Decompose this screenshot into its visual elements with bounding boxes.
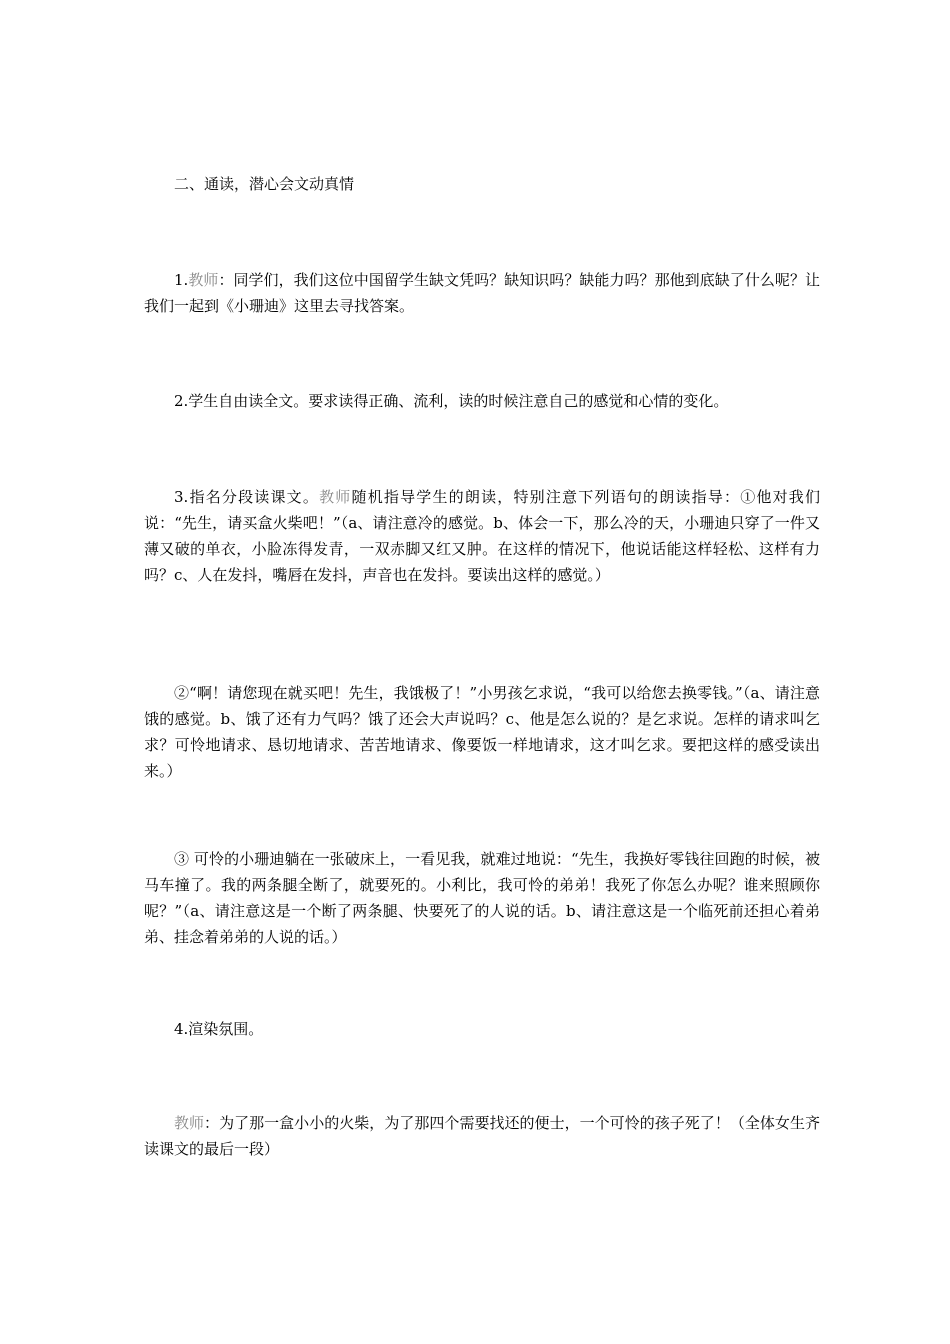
teacher-label: 教师: [188, 271, 219, 289]
paragraph-3: [144, 484, 820, 588]
paragraph-2-text: 2.学生自由读全文。要求读得正确、流利，读的时候注意自己的感觉和心情的变化。: [174, 392, 729, 410]
paragraph-7-text: ：为了那一盒小小的火柴，为了那四个需要找还的便士，一个可怜的孩子死了！（全体女生齐读课文的最后一段）: [144, 1114, 820, 1158]
paragraph-3-text: 随机指导学生的朗读，特别注意下列语句的朗读指导：①他对我们说：“先生，请买盒火柴吧！”（a、请注意冷的感觉。b、体会一下，那么冷的天，小珊迪只穿了一件又薄又破的单衣，小脸冻得发青，一双赤脚又红又肿。在这样的情况下，他说话能这样轻松、这样有力吗？c、人在发抖，嘴唇在发抖，声音也在发抖。要读出这样的感觉。）: [144, 488, 820, 584]
paragraph-7: [144, 1110, 820, 1162]
document-page: [144, 0, 820, 1344]
section-heading-text: 二、通读，潜心会文动真情: [174, 175, 355, 193]
section-heading: [144, 171, 820, 197]
paragraph-2: [144, 388, 820, 414]
paragraph-5-text: ③ 可怜的小珊迪躺在一张破床上，一看见我，就难过地说：“先生，我换好零钱往回跑的时候，被马车撞了。我的两条腿全断了，就要死的。小利比，我可怜的弟弟！我死了你怎么办呢？谁来照顾你呢？”（a、请注意这是一个断了两条腿、快要死了的人说的话。b、请注意这是一个临死前还担心着弟弟、挂念着弟弟的人说的话。）: [144, 850, 820, 946]
paragraph-1-prefix: 1.: [174, 271, 189, 289]
paragraph-4-text: ②“啊！请您现在就买吧！先生，我饿极了！”小男孩乞求说，“我可以给您去换零钱。”（a、请注意饿的感觉。b、饿了还有力气吗？饿了还会大声说吗？c、他是怎么说的？是乞求说。怎样的请求叫乞求？可怜地请求、恳切地请求、苦苦地请求、像要饭一样地请求，这才叫乞求。要把这样的感受读出来。）: [144, 684, 820, 780]
paragraph-4: [144, 680, 820, 784]
paragraph-3-prefix: 3.指名分段读课文。: [174, 488, 320, 506]
paragraph-6: [144, 1016, 820, 1042]
paragraph-1: [144, 267, 820, 319]
paragraph-1-text: ：同学们，我们这位中国留学生缺文凭吗？缺知识吗？缺能力吗？那他到底缺了什么呢？让我们一起到《小珊迪》这里去寻找答案。: [144, 271, 820, 315]
teacher-label: 教师: [319, 488, 352, 506]
teacher-label: 教师: [174, 1114, 205, 1132]
paragraph-6-text: 4.渲染氛围。: [174, 1020, 264, 1038]
paragraph-5: [144, 846, 820, 950]
